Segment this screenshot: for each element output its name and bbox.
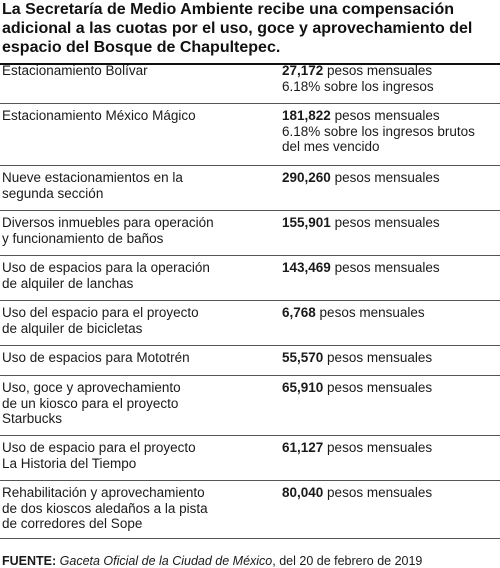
- amount-value: 27,172: [282, 63, 324, 78]
- amount-cell: [282, 108, 500, 165]
- amount-cell: [282, 63, 500, 103]
- amount-value: 6,768: [282, 305, 316, 320]
- amount-value: 55,570: [282, 350, 324, 365]
- table-row: [0, 481, 500, 539]
- amount-unit: pesos mensuales: [330, 170, 440, 185]
- concept-cell: Diversos inmuebles para operación y funcionamiento de baños: [2, 215, 214, 246]
- table-row: [0, 166, 500, 211]
- concept-cell: Nueve estacionamientos en la segunda sección: [2, 170, 183, 201]
- concept-cell: Uso, goce y aprovechamiento de un kiosco para el proyecto Starbucks: [2, 380, 181, 426]
- amount-unit: pesos mensuales: [323, 380, 433, 395]
- amount-value: 61,127: [282, 440, 324, 455]
- amount-value: 80,040: [282, 485, 324, 500]
- amount-unit: pesos mensuales: [323, 63, 433, 78]
- source-publication: Gaceta Oficial de la Ciudad de México: [56, 554, 273, 568]
- amount-unit: pesos mensuales: [330, 215, 440, 230]
- fees-table: [0, 59, 500, 539]
- amount-unit: pesos mensuales: [323, 350, 433, 365]
- table-row: [0, 256, 500, 301]
- table-row: [0, 59, 500, 104]
- table-row: [0, 346, 500, 376]
- amount-cell: [282, 350, 500, 375]
- table-row: [0, 301, 500, 346]
- table-row: [0, 436, 500, 481]
- amount-cell: [282, 485, 500, 538]
- amount-detail: 6.18% sobre los ingresos brutos del mes vencido: [282, 123, 475, 154]
- amount-unit: pesos mensuales: [330, 108, 440, 123]
- amount-value: 155,901: [282, 215, 331, 230]
- article-title: La Secretaría de Medio Ambiente recibe una compensación adicional a las cuotas por el uso, goce y aprovechamiento del espacio del Bosque de Chapultepec.: [2, 1, 473, 56]
- concept-cell: Estacionamiento México Mágico: [2, 108, 196, 123]
- amount-unit: pesos mensuales: [315, 305, 425, 320]
- table-row: [0, 211, 500, 256]
- amount-cell: [282, 380, 500, 435]
- amount-value: 181,822: [282, 108, 331, 123]
- amount-cell: [282, 170, 500, 210]
- table-row: [0, 376, 500, 436]
- amount-detail: 6.18% sobre los ingresos: [282, 78, 434, 94]
- amount-unit: pesos mensuales: [323, 440, 433, 455]
- amount-value: 290,260: [282, 170, 331, 185]
- amount-cell: [282, 440, 500, 480]
- amount-cell: [282, 305, 500, 345]
- concept-cell: Uso de espacios para la operación de alquiler de lanchas: [2, 260, 210, 291]
- amount-value: 143,469: [282, 260, 331, 275]
- amount-value: 65,910: [282, 380, 324, 395]
- concept-cell: Uso de espacio para el proyecto La Historia del Tiempo: [2, 440, 196, 471]
- amount-unit: pesos mensuales: [323, 485, 433, 500]
- concept-cell: Uso del espacio para el proyecto de alquiler de bicicletas: [2, 305, 199, 336]
- table-row: [0, 104, 500, 166]
- source-label: FUENTE:: [2, 554, 57, 568]
- amount-cell: [282, 215, 500, 255]
- amount-cell: [282, 260, 500, 300]
- concept-cell: Uso de espacios para Mototrén: [2, 350, 190, 365]
- source-note: [2, 554, 422, 568]
- amount-unit: pesos mensuales: [330, 260, 440, 275]
- source-date: , del 20 de febrero de 2019: [272, 554, 423, 568]
- concept-cell: Rehabilitación y aprovechamiento de dos kioscos aledaños a la pista de corredores del Sope: [2, 485, 208, 531]
- concept-cell: Estacionamiento Bolívar: [2, 63, 148, 78]
